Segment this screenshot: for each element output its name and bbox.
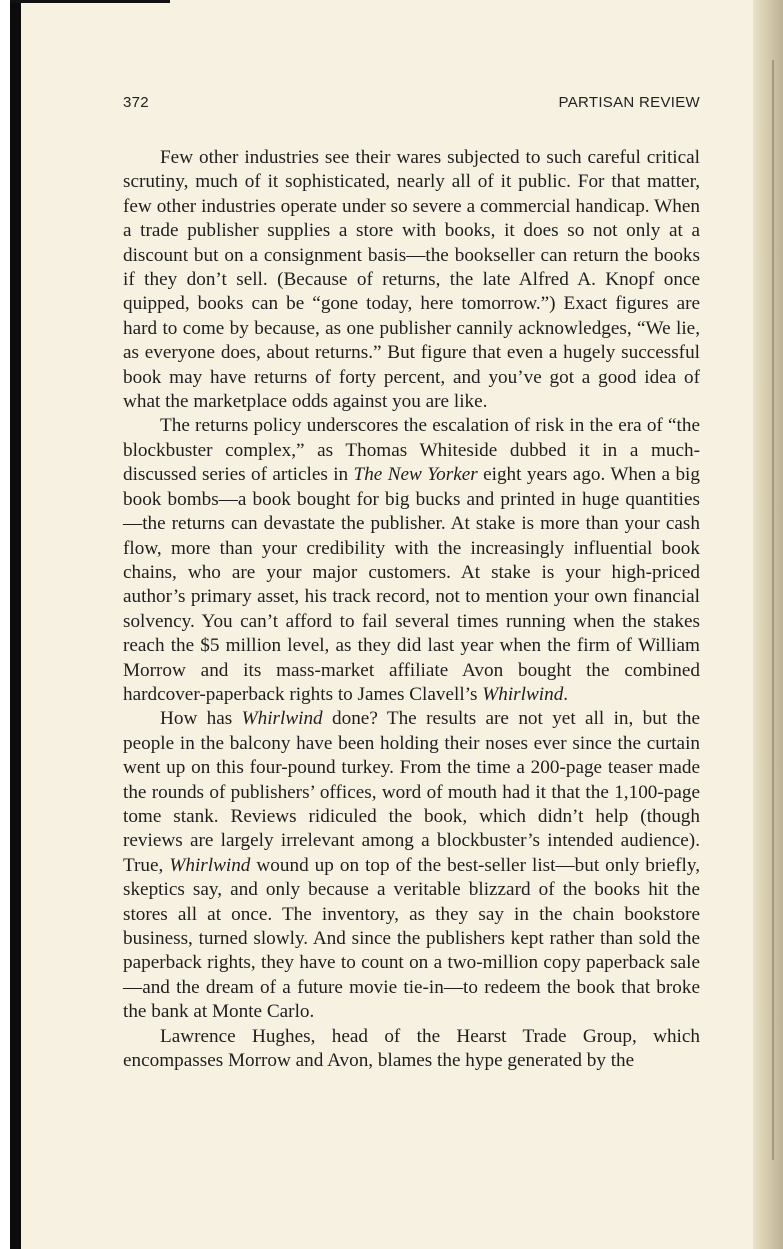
- italic-title: Whirlwind: [482, 683, 564, 705]
- italic-title: The New Yorker: [353, 464, 478, 486]
- article-body: [123, 146, 700, 1073]
- paragraph-text: wound up on top of the best-seller list—but only briefly, skeptics say, and only because a veritable blizzard of the books hit the stores all at once. The inventory, as they say in the chain bookstore business, turned slowly. And since the publishers kept rather than sold the paperback rights, they have to count on a two-million copy paperback sale—and the dream of a future movie tie-in—to redeem the book that broke the bank at Monte Carlo.: [123, 854, 701, 1023]
- paragraph: [123, 146, 700, 414]
- paragraph-text: How has: [160, 708, 242, 730]
- italic-title: Whirlwind: [241, 708, 323, 730]
- fore-edge-line: [772, 60, 774, 1160]
- book-page: [10, 0, 753, 1249]
- page-gutter-shadow: [10, 0, 21, 1249]
- paragraph-text: done? The results are not yet all in, but the people in the balcony have been holding their noses ever since the curtain went up on this four-pound turkey. From the time a 200-page teaser made the rounds of publishers’ offices, word of mouth had it that the 1,100-page tome stank. Reviews ridiculed the book, which didn’t help (though reviews are largely irrelevant among a blockbuster’s intended audience). True,: [123, 708, 700, 876]
- paragraph-text: eight years ago. When a big book bombs—a book bought for big bucks and printed in huge quantities—the returns can devastate the publisher. At stake is more than your cash flow, more than your credibility with the increasingly influential book chains, who are your major customers. At stake is your high-priced author’s primary asset, his track record, not to mention your own financial solvency. You can’t afford to fail several times running when the stakes reach the $5 million level, as they did last year when the firm of William Morrow and its mass-market affiliate Avon bought the combined hardcover-paperback rights to James Clavell’s: [123, 464, 700, 705]
- top-edge-mark: [10, 0, 170, 3]
- paragraph: [123, 707, 700, 1024]
- page-number: 372: [123, 94, 149, 111]
- journal-title: PARTISAN REVIEW: [558, 94, 700, 111]
- italic-title: Whirlwind: [169, 854, 251, 876]
- page-fore-edge: [753, 0, 783, 1249]
- paragraph: [123, 1025, 700, 1074]
- paragraph-text: Lawrence Hughes, head of the Hearst Trade Group, which encompasses Morrow and Avon, blames the hype generated by the: [123, 1025, 700, 1072]
- paragraph-text: The returns policy underscores the escalation of risk in the era of “the blockbuster complex,” as Thomas Whiteside dubbed it in a much-discussed series of articles in: [123, 415, 700, 486]
- paragraph-text: Few other industries see their wares subjected to such careful critical scrutiny, much of it sophisticated, nearly all of it public. For that matter, few other industries operate under so severe a commercial handicap. When a trade publisher supplies a store with books, it does so not only at a discount but on a consignment basis—the bookseller can return the books if they don’t sell. (Because of returns, the late Alfred A. Knopf once quipped, books can be “gone today, here tomorrow.”) Exact figures are hard to come by because, as one publisher cannily acknowledges, “We lie, as everyone does, about returns.” But figure that even a hugely successful book may have returns of forty percent, and you’ve got a good idea of what the marketplace odds against you are like.: [123, 147, 700, 413]
- paragraph: [123, 414, 700, 707]
- paragraph-text: .: [563, 683, 569, 705]
